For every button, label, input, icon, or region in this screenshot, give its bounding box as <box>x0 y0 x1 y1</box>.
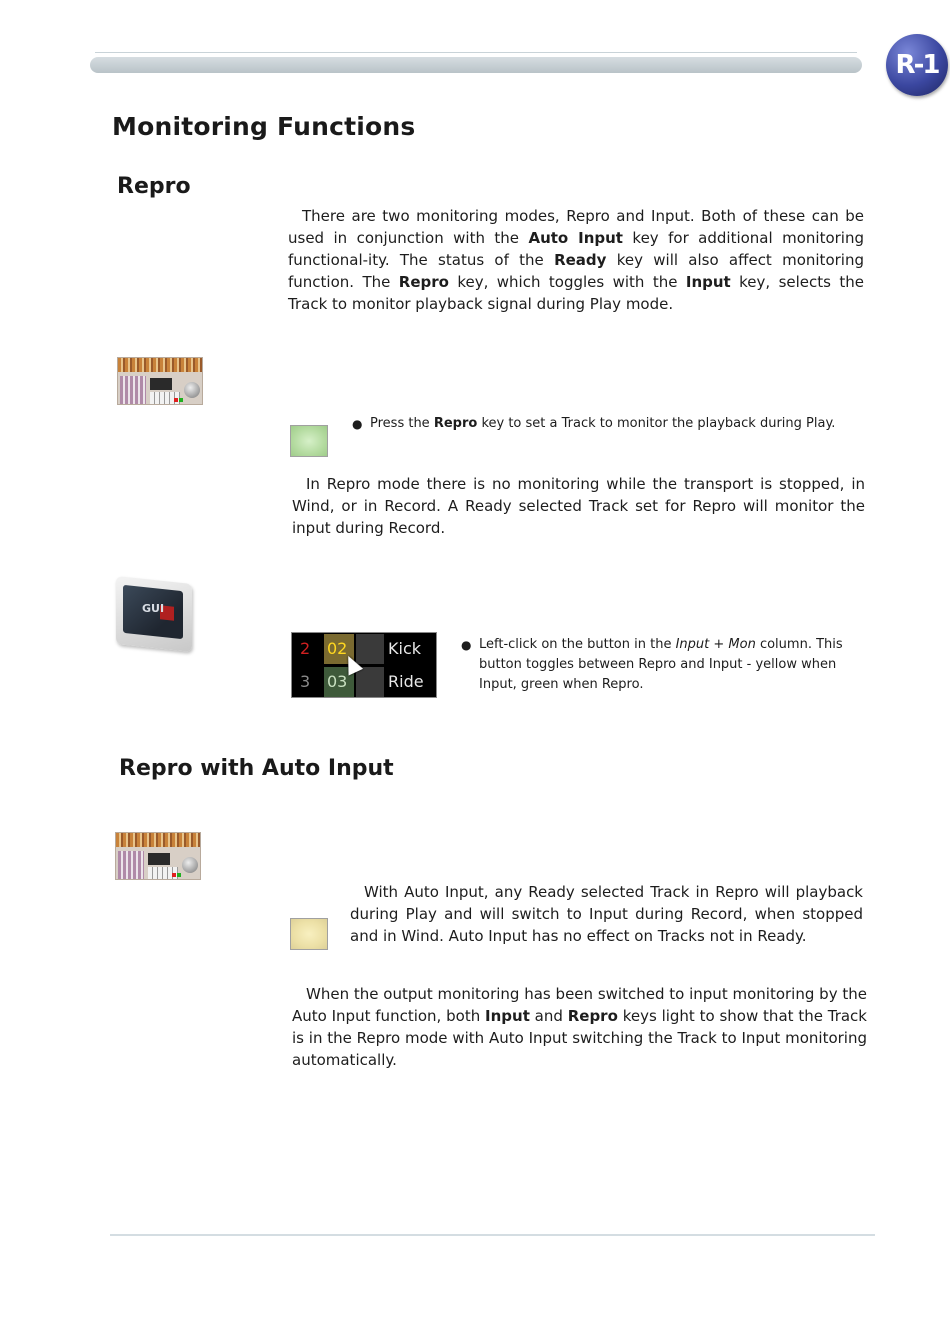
repro-intro-paragraph <box>288 205 864 315</box>
gui-instruction-bullet <box>461 635 861 695</box>
key-name-input: Input <box>485 1007 530 1025</box>
logo-text: R-1 <box>895 50 939 80</box>
input-mon-button-label: 03 <box>327 672 348 691</box>
auto-input-key-yellow-icon <box>290 918 328 950</box>
text-run: keys light to show that the Track is in the Repro mode with Auto Input switching the Track to Input monitoring automatically. <box>292 1007 867 1069</box>
track-number: 2 <box>300 639 311 658</box>
r1-logo <box>886 34 948 96</box>
header-rule <box>95 52 857 53</box>
auto-input-paragraph <box>350 881 863 947</box>
text-run: When the output monitoring has been switched to input monitoring by the Auto Input function, both <box>292 985 867 1025</box>
page-title: Monitoring Functions <box>112 112 416 141</box>
repro-note-paragraph <box>292 473 865 539</box>
gui-monitor-icon <box>116 580 192 648</box>
key-name-repro: Repro <box>398 273 449 291</box>
gui-label: GUI <box>142 602 165 615</box>
key-name-input: Input <box>685 273 731 291</box>
track-name: Kick <box>388 639 421 658</box>
text-run: and <box>529 1007 568 1025</box>
text-run: In Repro mode there is no monitoring while the transport is stopped, in Wind, or in Record. A Ready selected Track set for Repro will monitor the input during Record. <box>292 475 865 537</box>
auto-input-monitoring-paragraph <box>292 983 867 1071</box>
bullet-text: Press the Repro key to set a Track to monitor the playback during Play. <box>370 416 836 431</box>
key-name-repro: Repro <box>567 1007 618 1025</box>
repro-key-green-icon <box>290 425 328 457</box>
text-run: With Auto Input, any Ready selected Track in Repro will playback during Play and will switch to Input during Record, when stopped and in Wind. Auto Input has no effect on Tracks not in Ready. <box>350 883 863 945</box>
header-bar <box>90 57 862 73</box>
hardware-console-icon <box>115 832 201 880</box>
section-heading-repro: Repro <box>117 174 191 199</box>
text-run: There are two monitoring modes, Repro and Input. Both of these can be used in conjunction with the <box>288 207 864 247</box>
bullet-text: Left-click on the button in the Input + Mon column. This button toggles between Repro and Input - yellow when Input, green when Repro. <box>479 637 843 692</box>
hardware-console-icon <box>117 357 203 405</box>
track-name: Ride <box>388 672 424 691</box>
text-run: key, which toggles with the <box>448 273 686 291</box>
key-name-auto-input: Auto Input <box>528 229 623 247</box>
key-name-ready: Ready <box>554 251 607 269</box>
text-run: key, selects the Track to monitor playback signal during Play mode. <box>288 273 864 313</box>
track-number: 3 <box>300 672 311 691</box>
input-mon-button-label: 02 <box>327 639 348 658</box>
track-row <box>292 666 436 698</box>
track-row <box>292 633 436 665</box>
section-heading-auto-input: Repro with Auto Input <box>119 756 394 781</box>
track-panel-screenshot <box>291 632 437 698</box>
bullet-dot-icon: ● <box>461 638 472 652</box>
footer-rule <box>110 1234 875 1236</box>
bullet-dot-icon: ● <box>352 417 363 431</box>
hardware-instruction-bullet <box>352 414 872 434</box>
text-run: key for additional monitoring functional-ity. The status of the <box>288 229 864 269</box>
text-run: key will also affect monitoring function. The <box>288 251 864 291</box>
